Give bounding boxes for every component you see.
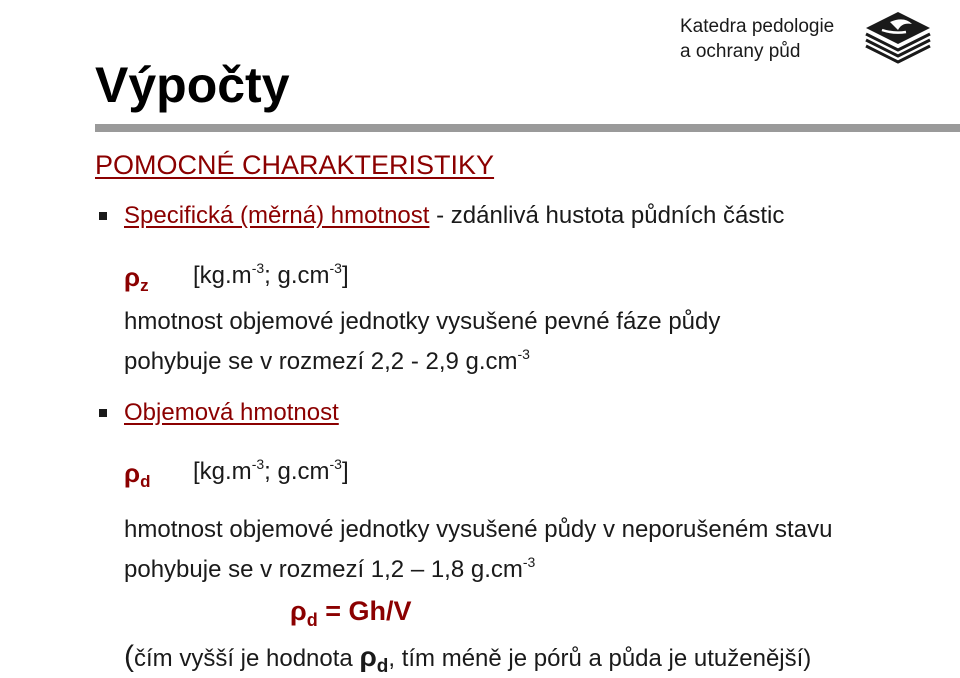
formula: $\rho_d = Gh/V$ <box>290 596 412 630</box>
item2-link[interactable]: Objemová hmotnost <box>124 399 339 426</box>
item2-desc-2: pohybuje se v rozmezí 1,2 – 1,8 $g.cm^{-3}$ <box>124 554 536 583</box>
item1-units: [$kg.m^{-3}$; $g.cm^{-3}$] <box>193 260 349 289</box>
item2-desc-1: hmotnost objemové jednotky vysušené půdy v neporušeném stavu <box>124 516 833 543</box>
note-symbol: $\rho_d$ <box>359 641 389 677</box>
logo-text <box>680 14 834 64</box>
item1-line <box>124 202 784 230</box>
bullet-square-icon <box>99 409 107 417</box>
logo-line-2: a ochrany půd <box>680 41 801 62</box>
item1-desc-2: pohybuje se v rozmezí 2,2 - 2,9 $g.cm^{-3}$ <box>124 346 530 375</box>
item1-rest: - zdánlivá hustota půdních částic <box>429 202 785 229</box>
item1-desc-1: hmotnost objemové jednotky vysušené pevné fáze půdy <box>124 308 721 335</box>
note: (čím vyšší je hodnota $\rho_d$, tím méně je pórů a půda je utuženější) <box>124 640 812 677</box>
item2-line <box>124 399 339 427</box>
item2-symbol: $\rho_d$ <box>124 458 151 491</box>
page-title: Výpočty <box>95 57 290 113</box>
item1-link[interactable]: Specifická (měrná) hmotnost <box>124 202 430 229</box>
bullet-square-icon <box>99 212 107 220</box>
logo-line-1: Katedra pedologie <box>680 16 835 37</box>
section-heading: POMOCNÉ CHARAKTERISTIKY <box>95 150 495 180</box>
item2-units: [$kg.m^{-3}$; $g.cm^{-3}$] <box>193 456 349 485</box>
header-divider <box>95 124 960 132</box>
stacked-layers-logo-icon <box>860 8 936 68</box>
item1-symbol: $\rho_z$ <box>124 262 149 295</box>
